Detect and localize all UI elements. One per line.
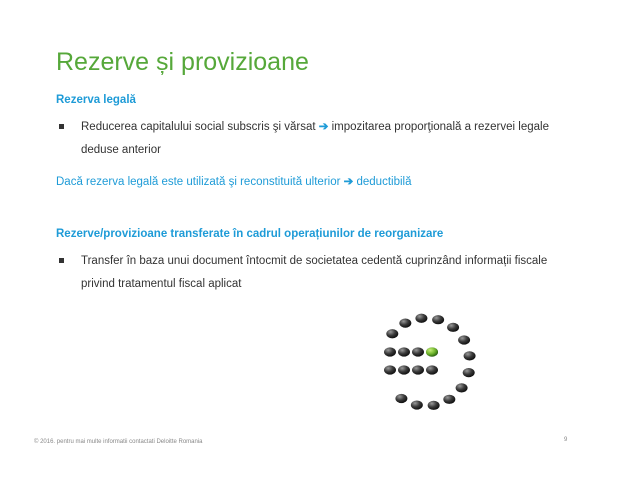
page-title: Rezerve și provizioane xyxy=(56,48,309,76)
euro-ball xyxy=(386,329,398,338)
bullet-square-icon xyxy=(59,258,64,263)
footer-copyright: © 2016. pentru mai multe informatii contactati Deloitte Romania xyxy=(34,439,203,445)
note-deductibil xyxy=(56,174,411,188)
euro-ball xyxy=(398,365,410,374)
euro-ball xyxy=(464,351,476,360)
note-text-part1: Dacă rezerva legală este utilizată şi reconstituită ulterior xyxy=(56,176,341,188)
page-number: 9 xyxy=(564,437,568,443)
section-heading-rezerva-legala: Rezerva legală xyxy=(56,94,136,106)
euro-ball xyxy=(463,368,475,377)
euro-ball xyxy=(426,365,438,374)
bullet-text-part1: Reducerea capitalului social subscris şi vărsat xyxy=(81,121,316,133)
bullet-text-part2: impozitarea proporţională a rezervei legale deduse anterior xyxy=(81,121,549,156)
note-text-part2: deductibilă xyxy=(356,176,412,188)
euro-ball xyxy=(399,319,411,328)
euro-ball xyxy=(412,347,424,356)
euro-ball xyxy=(458,335,470,344)
euro-ball xyxy=(456,383,468,392)
euro-ball xyxy=(384,347,396,356)
euro-ball xyxy=(432,315,444,324)
bullet-text xyxy=(81,116,579,162)
euro-ball xyxy=(412,365,424,374)
section-heading-reorganizare: Rezerve/provizioane transferate în cadrul operațiunilor de reorganizare xyxy=(56,228,444,240)
list-item xyxy=(59,116,579,162)
euro-ball xyxy=(384,365,396,374)
euro-ball xyxy=(398,347,410,356)
bullet-text: Transfer în baza unui document întocmit de societatea cedentă cuprinzând informații fiscale privind tratamentul fiscal aplicat xyxy=(81,255,548,290)
euro-ball xyxy=(447,323,459,332)
bullet-square-icon xyxy=(59,124,64,129)
arrow-right-icon: ➔ xyxy=(343,176,354,188)
list-item xyxy=(59,250,579,296)
euro-ball-highlight xyxy=(426,347,438,356)
euro-ball xyxy=(428,401,440,410)
euro-sign-icon xyxy=(360,300,480,420)
arrow-right-icon: ➔ xyxy=(318,121,329,133)
euro-ball xyxy=(443,395,455,404)
euro-ball xyxy=(415,314,427,323)
euro-ball xyxy=(411,400,423,409)
euro-ball xyxy=(395,394,407,403)
